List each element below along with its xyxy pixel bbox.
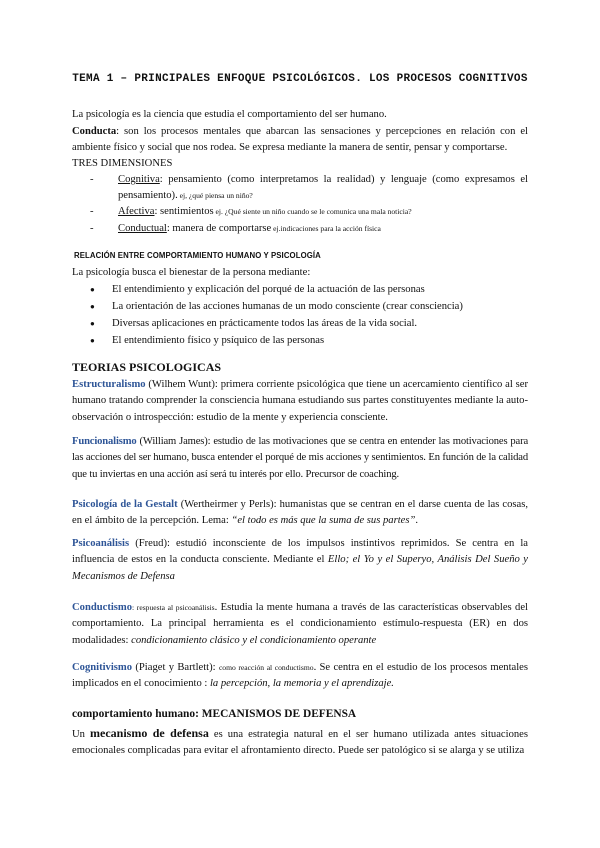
estructuralismo-term: Estructuralismo (72, 379, 146, 390)
relacion-bullet-item (90, 316, 528, 332)
mecanismos-text: es una estrategia natural en el ser humano utilizada antes situaciones emocionales complicadas para evitar el afrontamiento directo. Puede ser patológico si se alarga y se utiliza (72, 729, 528, 757)
gestalt-lema: “el todo es más que la suma de sus partes” (231, 515, 416, 527)
conductismo-italic: condicionamiento clásico y el condicionamiento operante (131, 634, 377, 646)
psicoanalisis-italic: Ello; el Yo y el Superyo, Análisis Del Sueño y Mecanismos de Defensa (72, 554, 528, 582)
dash-marker: - (90, 223, 94, 234)
dimension-item-conductual (90, 221, 528, 237)
psicoanalisis-paragraph (72, 536, 528, 585)
mecanismos-paragraph (72, 725, 528, 760)
dimension-desc: : sentimientos (154, 206, 214, 217)
relacion-bullet-item (90, 282, 528, 298)
dimension-text (118, 204, 528, 220)
dimension-item-afectiva (90, 204, 528, 220)
bullet-text: Diversas aplicaciones en prácticamente todos las áreas de la vida social. (112, 318, 418, 329)
dimension-example: ej.indicaciones para la acción física (271, 224, 381, 233)
dash-marker: - (90, 174, 94, 185)
teorias-heading: TEORIAS PSICOLOGICAS (72, 360, 222, 374)
intro-paragraph: La psicología es la ciencia que estudia el comportamiento del ser humano. (72, 109, 387, 120)
dimension-example: ej, ¿qué piensa un niño? (177, 191, 253, 201)
funcionalismo-term: Funcionalismo (72, 436, 137, 447)
bullet-marker: ● (90, 319, 95, 328)
bullet-text: El entendimiento y explicación del porqué de la actuación de las personas (112, 284, 425, 295)
conducta-text: : son los procesos mentales que abarcan las sensaciones y percepciones en relación con el ambiente físico y social que nos rodea. Se expresa mediante la manera de sentir, pensar y comportarse. (72, 126, 528, 154)
dash-marker: - (90, 206, 94, 217)
conducta-term: Conducta (72, 126, 117, 137)
conductismo-paragraph (72, 600, 528, 649)
funcionalismo-text: (William James): estudio de las motivaciones que se centra en entender las motivaciones para las acciones del ser humano, busca entender el porqué de mis acciones y sentimientos. En función de la calidad que tu inviertas en una acción así será tu interés por ello. Precursor de coaching. (72, 436, 528, 480)
bullet-marker: ● (90, 302, 95, 311)
cognitivismo-text1: (Piaget y Bartlett): (132, 662, 219, 673)
dimension-text (118, 172, 528, 205)
cognitivismo-term: Cognitivismo (72, 662, 133, 673)
dimension-desc: : pensamiento (como interpretamos la realidad) y lenguaje (como expresamos el pensamiento). (118, 174, 528, 202)
cognitivismo-small: como reacción al conductismo (218, 663, 314, 672)
funcionalismo-paragraph (72, 434, 528, 483)
relacion-bullet-item (90, 299, 528, 315)
conducta-paragraph (72, 124, 528, 157)
dimension-item-cognitiva (90, 172, 528, 205)
dimension-text (118, 221, 528, 237)
conductismo-text: . Estudia la mente humana a través de las características observables del comportamiento. La principal herramienta es el condicionamiento estímulo-respuesta (ER) en dos modalidades: (72, 602, 528, 646)
page-title: TEMA 1 – PRINCIPALES ENFOQUE PSICOLÓGICOS. LOS PROCESOS COGNITIVOS (72, 73, 528, 85)
bullet-text: El entendimiento físico y psíquico de las personas (112, 335, 325, 346)
dimension-desc: : manera de comportarse (166, 223, 272, 234)
gestalt-term: Psicología de la Gestalt (72, 499, 178, 510)
gestalt-end: . (415, 515, 419, 527)
estructuralismo-text: (Wilhem Wunt): primera corriente psicológica que tiene un acercamiento científico al ser humano tratando comprender la consciencia humana estudiando sus partes constituyentes mediante la auto-observación o introspección: estudio de la mente y experiencia consciente. (72, 379, 528, 423)
psicoanalisis-text: (Freud): estudió inconsciente de los impulsos instintivos reprimidos. Se centra en la influencia de estos en la conducta consciente. Mediante el (72, 538, 528, 566)
dimension-term: Cognitiva (118, 174, 160, 185)
dimension-term: Conductual (118, 223, 167, 234)
dimension-example: ej. ¿Qué siente un niño cuando se le comunica una mala noticia? (213, 207, 412, 216)
cognitivismo-text2: . Se centra en el estudio de los procesos mentales implicados en el conocimiento : (72, 662, 529, 690)
dimension-term: Afectiva (118, 206, 155, 217)
relacion-heading: RELACIÓN ENTRE COMPORTAMIENTO HUMANO Y PSICOLOGÍA (74, 251, 321, 260)
gestalt-paragraph (72, 497, 528, 530)
dimensiones-heading: TRES DIMENSIONES (72, 158, 173, 169)
relacion-intro: La psicología busca el bienestar de la persona mediante: (72, 267, 311, 278)
bullet-text: La orientación de las acciones humanas de un modo consciente (crear consciencia) (112, 301, 463, 312)
cognitivismo-italic: la percepción, la memoria y el aprendizaje. (209, 678, 394, 690)
mecanismos-pre: Un (72, 729, 91, 740)
conductismo-small: : respuesta al psicoanálisis (132, 603, 215, 612)
cognitivismo-paragraph (72, 660, 528, 693)
bullet-marker: ● (90, 285, 95, 294)
mecanismos-term: mecanismo de defensa (90, 726, 209, 740)
conductismo-term: Conductismo (72, 602, 133, 613)
bullet-marker: ● (90, 336, 95, 345)
relacion-bullet-item (90, 333, 528, 349)
mecanismos-heading: comportamiento humano: MECANISMOS DE DEFENSA (72, 708, 357, 720)
gestalt-text: (Wertheirmer y Perls): humanistas que se centran en el darse cuenta de las cosas, en el ámbito de la percepción. Lema: (72, 499, 528, 527)
psicoanalisis-term: Psicoanálisis (72, 538, 130, 549)
estructuralismo-paragraph (72, 377, 528, 426)
